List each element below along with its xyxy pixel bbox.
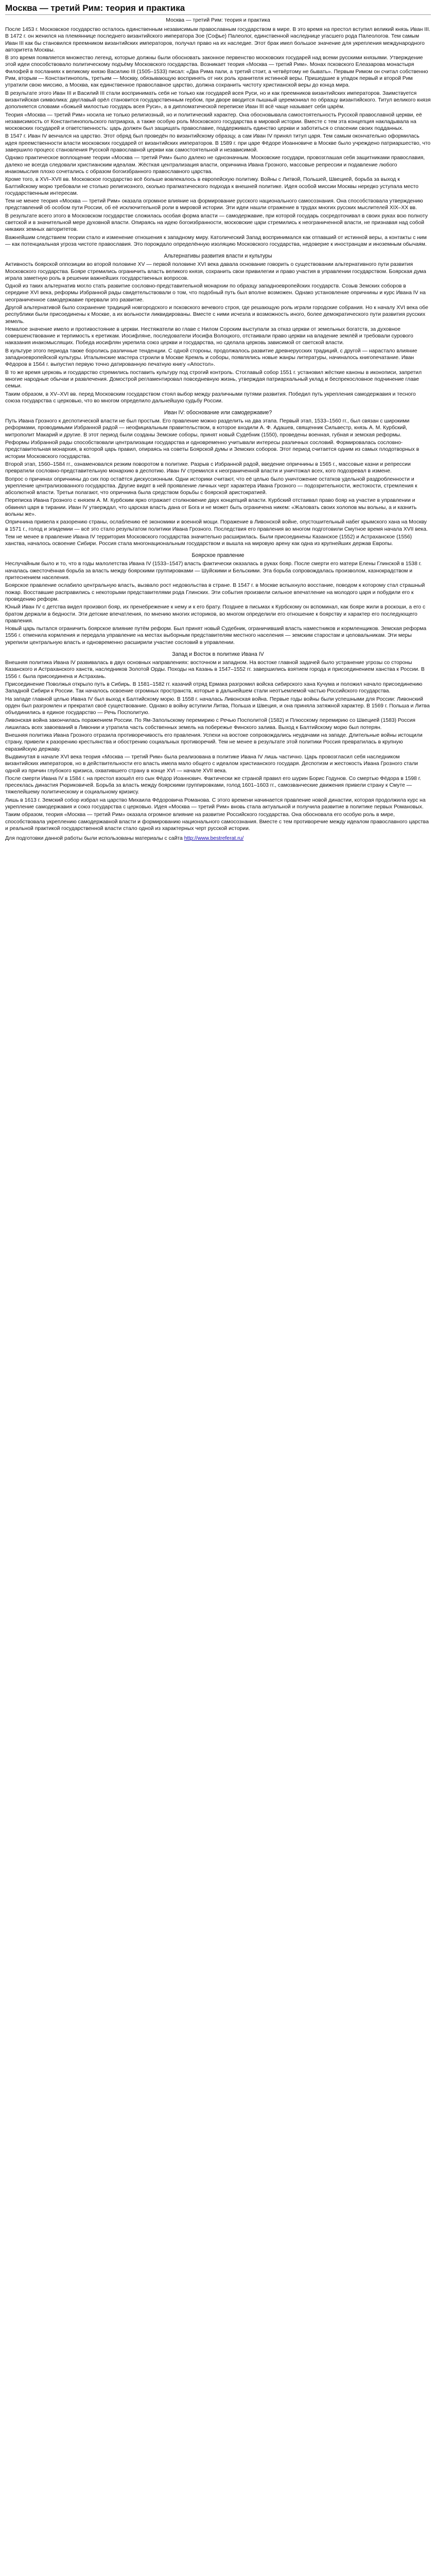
paragraph: Путь Ивана Грозного к деспотической власти не был простым. Его правление можно разделить на два этапа. Первый этап, 1533–1560 гг., был связан с широкими реформами, проводимыми Избранной радой — неофициальным правительством, в которое входили А. Ф. Адашев, священник Сильвестр, князь А. М. Курбский, митрополит Макарий и другие. В этот период были созданы Земские соборы, принят новый Судебник (1550), проведены военная, губная и земская реформы. <box>5 418 410 438</box>
paragraph: Юный Иван IV с детства видел произвол бояр, их пренебрежение к нему и к его брату. Позднее в письмах к Курбскому он вспоминал, как бояре жили в роскоши, а его с братом держали в бедности. Эти детские впечатления, по мнению многих историков, во многом определили его отношение к боярству и характер его последующего правления. <box>5 604 426 624</box>
paragraph: Боярское правление ослабило центральную власть, вызвало рост недовольства в стране. В 1547 г. в Москве вспыхнуло восстание, поводом к которому стал страшный пожар. Восставшие расправились с некоторыми представителями рода Глинских. Эти события произвели сильное впечатление на молодого царя и побудили его к проведению реформ. <box>5 583 425 602</box>
paragraph: Таким образом, теория «Москва — третий Рим» оказала огромное влияние на развитие Российского государства. Она обосновала его особую роль в мире, способствовала укреплению самодержавной власти и формированию национального самосознания. Вместе с тем противоречие между идеалом православного царства и реальной практикой государственной власти стало одной из характерных черт русской истории. <box>5 812 429 832</box>
paragraph: В результате этого Иван III и Василий III стали воспринимать себя не только как государей всея Руси, но и как преемников византийских императоров. Заимствуется византийская символика: двуглавый орёл становится государственным гербом, при дворе вводится пышный церемониал по образцу византийского. Титул великого князя дополняется словами «божьей милостью государь всея Руси», а в дипломатической переписке Иван III всё чаще называет себя царём. <box>5 90 431 110</box>
paragraph: После смерти Ивана IV в 1584 г. на престол взошёл его сын Фёдор Иоаннович. Фактически же страной правил его шурин Борис Годунов. Со смертью Фёдора в 1598 г. пресеклась династия Рюриковичей. Борьба за власть между боярскими группировками, голод 1601–1603 гг., самозванческие движения привели страну к Смуте — тяжелейшему политическому и социальному кризису. <box>5 775 422 795</box>
paragraph: Опричнина привела к разорению страны, ослаблению её экономики и военной мощи. Поражение в Ливонской войне, опустошительный набег крымского хана на Москву в 1571 г., голод и эпидемии — всё это стало результатом политики Ивана Грозного. Последствия его правления во многом подготовили Смутное время начала XVII века. <box>5 519 428 532</box>
paragraph: Таким образом, в XV–XVI вв. перед Московским государством стоял выбор между различными путями развития. Победил путь укрепления самодержавия и тесного союза государства с церковью, что во многом определило дальнейшую судьбу России. <box>5 391 416 404</box>
page-title: Москва — третий Рим: теория и практика <box>5 3 185 13</box>
paragraph: Выдвинутая в начале XVI века теория «Москва — третий Рим» была реализована в политике Ивана IV лишь частично. Царь провозгласил себя наследником византийских императоров, но в действительности его власть имела мало общего с идеалом христианского государя. Деспотизм и жестокость Ивана Грозного стали одной из причин глубокого кризиса, охватившего страну в конце XVI — начале XVII века. <box>5 754 418 774</box>
article-section <box>5 410 431 547</box>
paragraph: В культуре этого периода также боролись различные тенденции. С одной стороны, продолжалось развитие древнерусских традиций, с другой — нарастало влияние западноевропейской культуры. Итальянские мастера строили в Москве Кремль и соборы, появлялись новые жанры литературы, начиналось книгопечатание. Иван Фёдоров в 1564 г. выпустил первую точно датированную печатную книгу «Апостол». <box>5 348 417 368</box>
paragraph: В 1547 г. Иван IV венчался на царство. Этот обряд был проведён по византийскому образцу, а сам Иван IV принял титул царя. Тем самым окончательно оформилась идея преемственности власти московских государей от византийских императоров. В 1589 г. при царе Фёдоре Иоанновиче в Москве было учреждено патриаршество, что завершило процесс становления Русской православной церкви как самостоятельной и независимой. <box>5 133 431 154</box>
article-section <box>5 253 431 404</box>
paragraph: Переписка Ивана Грозного с князем А. М. Курбским ярко отражает столкновение двух концепций власти. Курбский отстаивал право бояр на участие в управлении и обвинял царя в тирании. Иван IV утверждал, что царская власть дана от Бога и не может быть ограничена никем: «Жаловать своих холопов мы вольны, а и казнить вольны же». <box>5 498 417 517</box>
article-section <box>5 651 431 753</box>
paragraph: Тем не менее теория «Москва — третий Рим» оказала огромное влияние на формирование русского национального самосознания. Она способствовала утверждению представлений об особом пути России, об её исключительной роли в мировой истории. Эти идеи нашли отражение в трудах многих русских мыслителей XIX–XX вв. <box>5 198 423 211</box>
paragraph: Лишь в 1613 г. Земский собор избрал на царство Михаила Фёдоровича Романова. С этого времени начинается правление новой династии, которая продолжила курс на укрепление самодержавия и союз государства с церковью. Идея «Москва — третий Рим» вновь стала актуальной и получила развитие в политике первых Романовых. <box>5 797 426 810</box>
paragraph: Внешняя политика Ивана IV развивалась в двух основных направлениях: восточном и западном. На востоке главной задачей было устранение угрозы со стороны Казанского и Астраханского ханств, наследников Золотой Орды. Походы на Казань в 1547–1552 гг. завершились взятием города и присоединением ханства к России. В 1556 г. была присоединена и Астрахань. <box>5 660 425 680</box>
source-note-text: Для подготовки данной работы были использованы материалы с сайта <box>5 836 183 842</box>
paragraph: Реформы Избранной рады способствовали централизации государства и одновременно учитывали интересы различных сословий. Формировалась сословно-представительная монархия, в которой царь правил, опираясь на советы Боярской думы и Земских соборов. Этот период считается одним из самых плодотворных в истории Московского государства. <box>5 440 420 460</box>
section-heading: Боярское правление <box>191 552 245 559</box>
paragraph: В результате всего этого в Московском государстве сложилась особая форма власти — самодержавие, при которой государь сосредоточивал в своих руках всю полноту светской и в значительной мере духовной власти. Опираясь на идею богоизбранности, московские цари стремились к неограниченной власти, не признавая над собой никаких земных авторитетов. <box>5 213 428 233</box>
paragraph: Однако практическое воплощение теории «Москва — третий Рим» было далеко не однозначным. Московские государи, провозглашая себя защитниками православия, далеко не всегда следовали христианским идеалам. Жёсткая централизация власти, опричнина Ивана Грозного, массовые репрессии и подавление любого инакомыслия плохо сочетались с образом богоизбранного православного царства. <box>5 155 425 175</box>
source-note <box>5 835 431 842</box>
source-link[interactable]: http://www.bestreferat.ru/ <box>184 836 244 842</box>
paragraph: На западе главной целью Ивана IV был выход к Балтийскому морю. В 1558 г. началась Ливонская война. Первые годы войны были успешными для России: Ливонский орден был разгромлен и прекратил своё существование. Однако в войну вступили Литва, Польша и Швеция, и она приняла затяжной характер. В 1569 г. Польша и Литва объединились в единое государство — Речь Посполитую. <box>5 696 430 716</box>
paragraph: Активность боярской оппозиции во второй половине XV — первой половине XVI века давала основание говорить о существовании альтернативного пути развития Московского государства. Бояре стремились ограничить власть великого князя, сохранить свои привилегии и право участия в управлении государством. Боярская дума играла заметную роль в решении важнейших государственных вопросов. <box>5 262 426 281</box>
article-section <box>5 26 431 248</box>
paragraph: Кроме того, в XVI–XVII вв. Московское государство всё больше вовлекалось в европейскую политику. Войны с Литвой, Польшей, Швецией, борьба за выход к Балтийскому морю требовали не столько религиозного, сколько прагматического подхода к внешней политике. Идея особой миссии Москвы нередко уступала место государственным интересам. <box>5 177 418 196</box>
section-heading: Запад и Восток в политике Ивана IV <box>172 651 264 658</box>
page <box>0 0 436 852</box>
paragraph: Тем не менее в правление Ивана IV территория Московского государства значительно расширилась. Были присоединены Казанское (1552) и Астраханское (1556) ханства, началось освоение Сибири. Россия стала многонациональным государством и вышла на мировую арену как одна из крупнейших держав Европы. <box>5 534 412 547</box>
article-section <box>5 754 431 832</box>
paragraph: После 1453 г. Московское государство осталось единственным независимым православным государством в мире. В это время на престол вступил великий князь Иван III. В 1472 г. он женился на племяннице последнего византийского императора Зое (Софье) Палеолог, единственной наследнице угасшего рода Палеологов. Тем самым Иван III как бы становился преемником византийских императоров, получал право на их наследие. Этот брак имел большое значение для укрепления международного авторитета Москвы. <box>5 27 430 53</box>
paragraph: Важнейшим следствием теории стало и изменение отношения к западному миру. Католический Запад воспринимался как отпавший от истинной веры, а контакты с ним — как потенциальная угроза чистоте православия. Это порождало определённую изоляцию Московского государства, недоверие к иностранцам и иноземным обычаям. <box>5 234 427 247</box>
paragraph: Новый царь пытался ограничить боярское влияние путём реформ. Был принят новый Судебник, ограничивший власть наместников и кормленщиков. Земская реформа 1556 г. отменила кормления и передала управление на местах выборным представителям местного населения — земским старостам и целовальникам. Эти меры укрепили центральную власть и одновременно расширили участие сословий в управлении. <box>5 626 427 646</box>
paragraph: Внешняя политика Ивана Грозного отразила противоречивость его правления. Успехи на востоке сопровождались неудачами на западе. Длительные войны истощили страну, привели к разорению крестьянства и обострению социальных противоречий. Тем не менее в результате этой политики Россия превратилась в крупную евразийскую державу. <box>5 733 423 752</box>
paragraph: В то же время церковь и государство стремились поставить культуру под строгий контроль. Стоглавый собор 1551 г. установил жёсткие каноны в иконописи, запретил многие народные обычаи и развлечения. Домострой регламентировал повседневную жизнь, утверждая патриархальный уклад и беспрекословное подчинение главе семьи. <box>5 369 422 389</box>
paragraph: В это время появляется множество легенд, которые должны были обосновать законное первенство московских государей над всеми русскими князьями. Утверждение этой идеи способствовало политическому подъёму Московского государства. Возникает теория «Москва — третий Рим». Монах псковского Елеазарова монастыря Филофей в посланиях к великому князю Василию III (1505–1533) писал: «Два Рима пали, а третий стоит, а четвёртому не бывать». Первым Римом он считал собственно Рим, вторым — Константинополь, третьим — Москву, обязывающую воспринять от них роль хранителя истинной веры. Пришедшие в упадок первый и второй Рим утратили свою миссию, а Москва, как единственное православное царство, должна сохранить чистоту христианской веры до конца мира. <box>5 55 428 89</box>
paragraph: Присоединение Поволжья открыло путь в Сибирь. В 1581–1582 гг. казачий отряд Ермака разгромил войска сибирского хана Кучума и положил начало присоединению Западной Сибири к России. Так началось освоение огромных пространств, которые в дальнейшем стали неотъемлемой частью Российского государства. <box>5 681 423 694</box>
article-section <box>5 552 431 646</box>
section-heading: Иван IV: обоснование или самодержавие? <box>164 410 272 416</box>
paragraph: Вопрос о причинах опричнины до сих пор остаётся дискуссионным. Одни историки считают, что её целью было уничтожение остатков удельной раздробленности и укрепление централизованного государства. Другие видят в ней проявление личных черт характера Ивана Грозного — подозрительности, жестокости, стремления к абсолютной власти. Третьи полагают, что опричнина была средством борьбы с боярской аристократией. <box>5 476 417 496</box>
paragraph: Ливонская война закончилась поражением России. По Ям-Запольскому перемирию с Речью Посполитой (1582) и Плюсскому перемирию со Швецией (1583) Россия лишилась всех завоеваний в Ливонии и утратила часть собственных земель на побережье Финского залива. Выход к Балтийскому морю был потерян. <box>5 718 415 731</box>
document-subtitle: Москва — третий Рим: теория и практика <box>166 17 270 23</box>
title-divider <box>5 14 431 15</box>
paragraph: Одной из таких альтернатив могло стать развитие сословно-представительной монархии по образцу западноевропейских государств. Созыв Земских соборов в середине XVI века, реформы Избранной рады свидетельствовали о том, что подобный путь был вполне возможен. Однако установление опричнины и курс Ивана IV на неограниченное самодержавие прервали это развитие. <box>5 283 426 303</box>
paragraph: Неслучайным было и то, что в годы малолетства Ивана IV (1533–1547) власть фактически оказалась в руках бояр. После смерти его матери Елены Глинской в 1538 г. началась ожесточённая борьба за власть между боярскими группировками — Шуйскими и Бельскими. Эта борьба сопровождалась произволом, казнокрадством и притеснением населения. <box>5 561 422 581</box>
article-body <box>5 26 431 832</box>
paragraph: Другой альтернативой было сохранение традиций новгородского и псковского вечевого строя, где решающую роль играли городские собрания. Но к началу XVI века обе республики были присоединены к Москве, а их вольности ликвидированы. Вместе с ними исчезла и возможность иного, более демократического пути развития русских земель. <box>5 304 428 325</box>
paragraph: Второй этап, 1560–1584 гг., ознаменовался резким поворотом в политике. Разрыв с Избранной радой, введение опричнины в 1565 г., массовые казни и репрессии превратили сословно-представительную монархию в деспотию. Иван IV стремился к неограниченной власти и уничтожал всех, кого подозревал в измене. <box>5 461 411 474</box>
paragraph: Немалое значение имело и противостояние в церкви. Нестяжатели во главе с Нилом Сорским выступали за отказ церкви от земельных богатств, за духовное совершенствование и терпимость к еретикам. Иосифляне, последователи Иосифа Волоцкого, отстаивали право церкви на владение землёй и требовали сурового наказания инакомыслящих. Победа иосифлян укрепила союз церкви и государства, но сделала церковь зависимой от светской власти. <box>5 326 413 346</box>
section-heading: Альтернативы развития власти и культуры <box>164 253 272 260</box>
paragraph: Теория «Москва — третий Рим» носила не только религиозный, но и политический характер. Она обосновывала самостоятельность Русской православной церкви, её независимость от Константинопольского патриарха, а также особую роль Московского государства в мировой истории. Вместе с тем эта концепция накладывала на московских государей и ответственность: царь должен был защищать православие, поддерживать единство церкви и заботиться о спасении своих подданных. <box>5 112 422 132</box>
